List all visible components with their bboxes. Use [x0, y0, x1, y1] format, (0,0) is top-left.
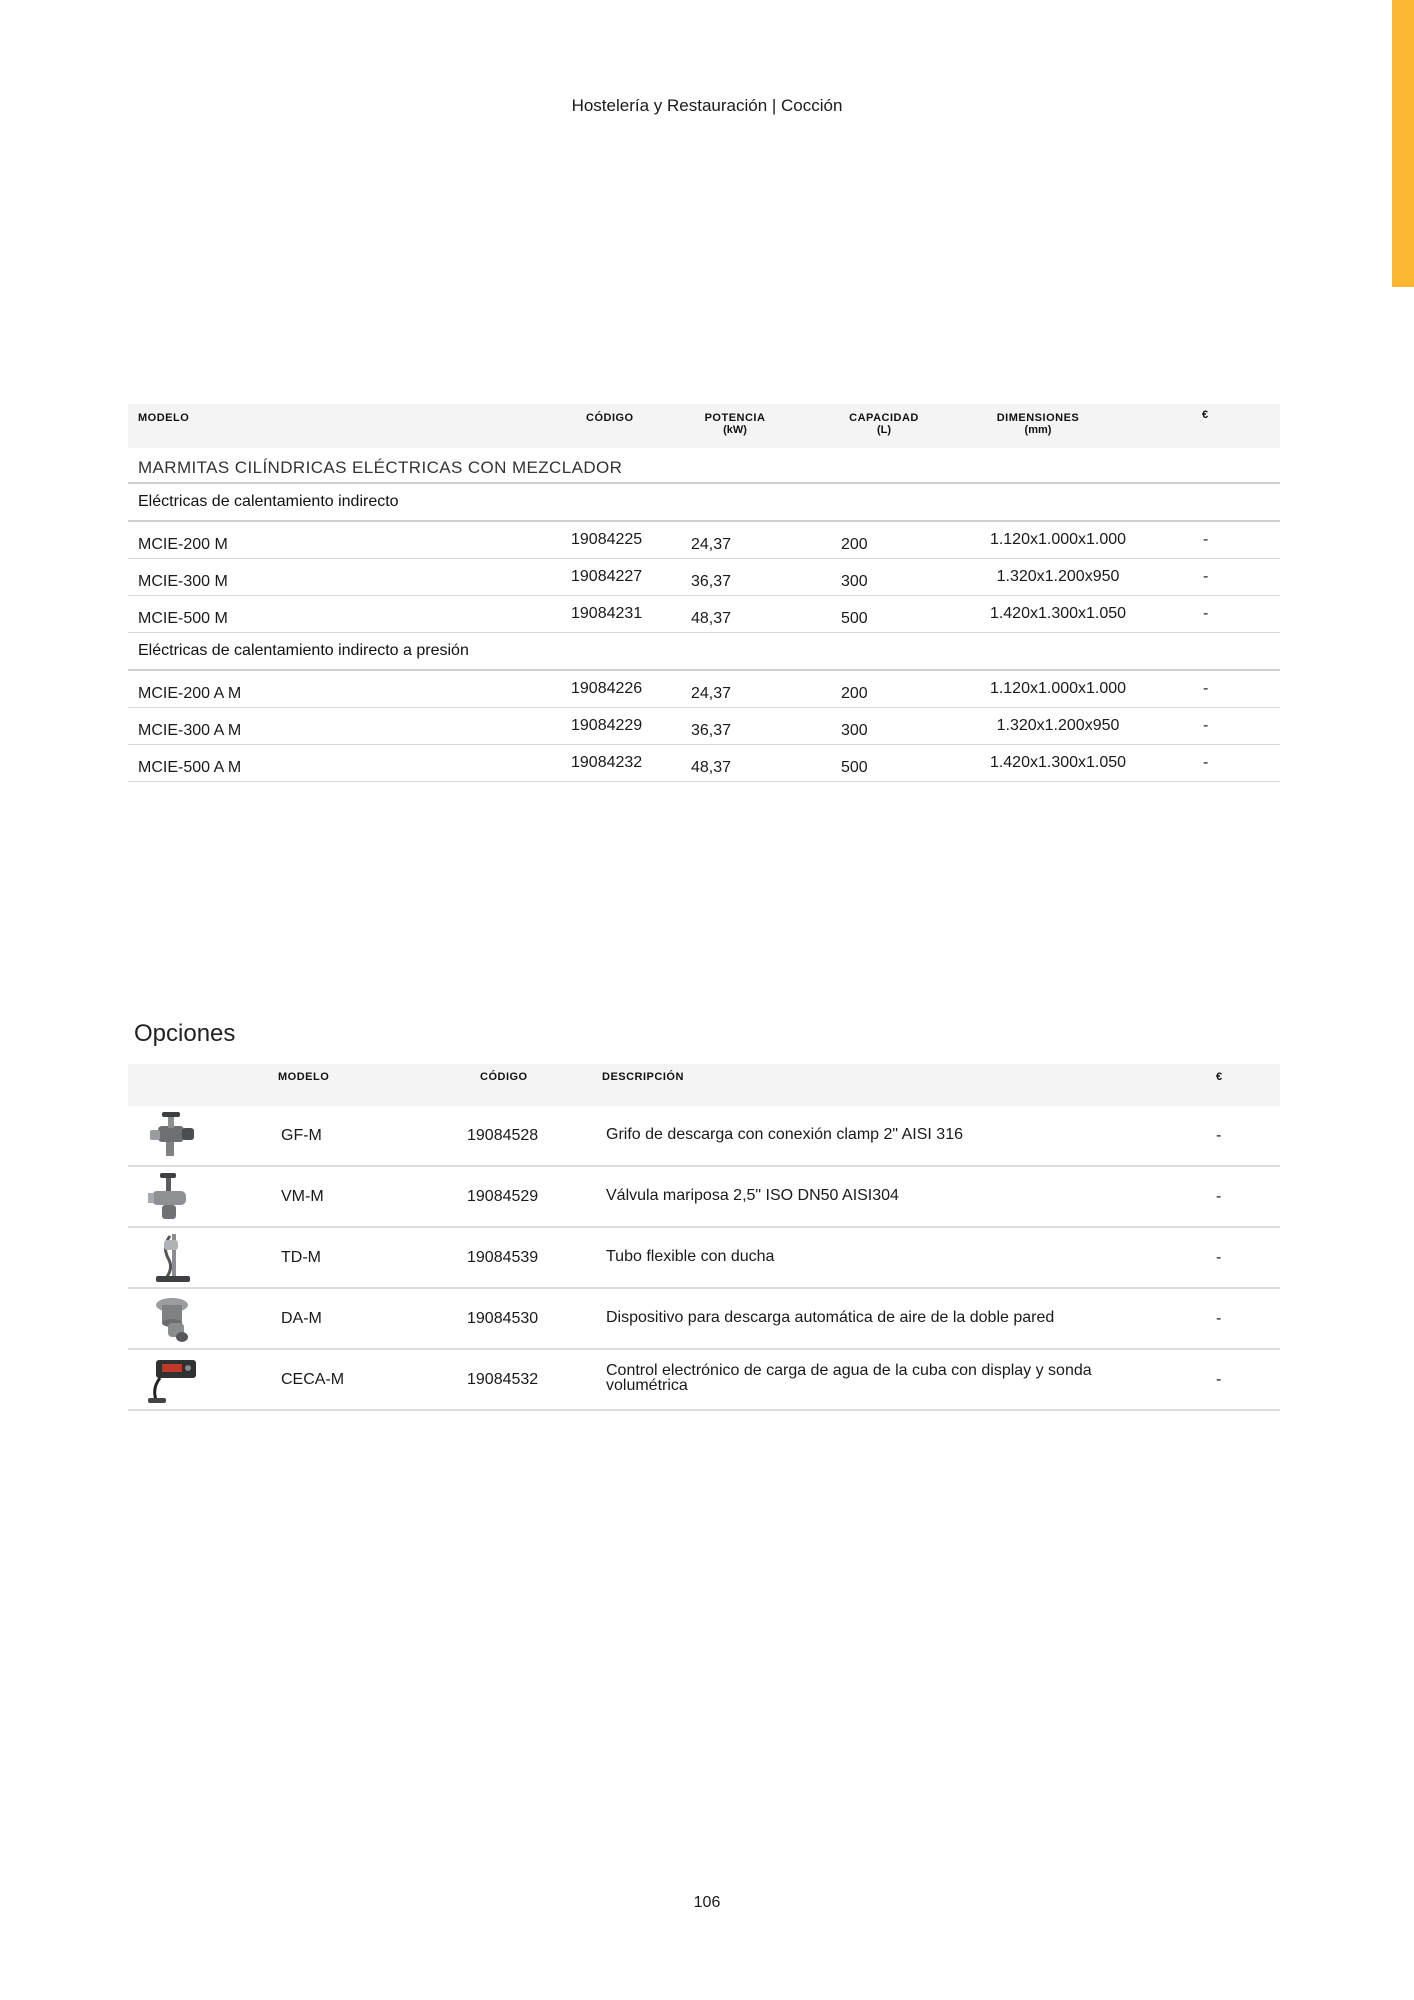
cell-capacity: 200: [841, 536, 868, 553]
cell-model: CECA-M: [281, 1371, 345, 1388]
options-table-header: [128, 1064, 1280, 1106]
butterfly-valve-icon: [142, 1171, 200, 1223]
col-code: CÓDIGO: [586, 412, 634, 424]
cell-capacity: 300: [841, 573, 868, 590]
col-model: MODELO: [138, 412, 190, 424]
options-title: Opciones: [134, 1020, 236, 1047]
col-power: [695, 412, 775, 436]
cell-model: MCIE-200 M: [138, 536, 228, 553]
cell-code: 19084226: [571, 680, 643, 697]
col-power-label: POTENCIA: [704, 412, 766, 424]
cell-price: -: [1203, 754, 1209, 771]
cell-capacity: 200: [841, 685, 868, 702]
opt-col-model: MODELO: [278, 1071, 330, 1083]
table-row: [128, 596, 1280, 633]
col-capacity-unit: (L): [876, 424, 892, 436]
col-price: €: [1202, 409, 1209, 421]
cell-dimensions: 1.320x1.200x950: [996, 568, 1120, 585]
table-row: [128, 671, 1280, 708]
cell-code: 19084225: [571, 531, 643, 548]
table-row: [128, 522, 1280, 559]
cell-dimensions: 1.120x1.000x1.000: [989, 680, 1127, 697]
cell-price: -: [1216, 1310, 1222, 1327]
group-heading: Eléctricas de calentamiento indirecto: [138, 493, 399, 510]
cell-code: 19084528: [467, 1127, 539, 1144]
cell-code: 19084229: [571, 717, 643, 734]
cell-price: -: [1203, 605, 1209, 622]
cell-capacity: 500: [841, 610, 868, 627]
cell-price: -: [1216, 1127, 1222, 1144]
page-header-title: Hostelería y Restauración | Cocción: [571, 96, 843, 115]
cell-code: 19084231: [571, 605, 643, 622]
cell-code: 19084530: [467, 1310, 539, 1327]
cell-power: 48,37: [691, 610, 732, 627]
chapter-tab-marker: [1392, 0, 1414, 287]
cell-price: -: [1203, 680, 1209, 697]
cell-model: GF-M: [281, 1127, 322, 1144]
options-row: [128, 1228, 1280, 1289]
cell-model: MCIE-500 M: [138, 610, 228, 627]
cell-power: 36,37: [691, 573, 732, 590]
air-release-device-icon: [142, 1293, 200, 1345]
cell-capacity: 500: [841, 759, 868, 776]
group-heading: Eléctricas de calentamiento indirecto a presión: [138, 642, 469, 659]
col-dimensions: [988, 412, 1088, 436]
cell-power: 24,37: [691, 536, 732, 553]
cell-dimensions: 1.420x1.300x1.050: [989, 754, 1127, 771]
cell-dimensions: 1.420x1.300x1.050: [989, 605, 1127, 622]
col-dimensions-label: DIMENSIONES: [996, 412, 1080, 424]
section-title-row: [128, 448, 1280, 484]
cell-description: Dispositivo para descarga automática de aire de la doble pared: [606, 1309, 1055, 1326]
cell-dimensions: 1.120x1.000x1.000: [989, 531, 1127, 548]
cell-description: Control electrónico de carga de agua de la cuba con display y sonda volumétrica: [606, 1362, 1092, 1394]
opt-col-code: CÓDIGO: [480, 1071, 528, 1083]
options-row: [128, 1106, 1280, 1167]
cell-model: TD-M: [281, 1249, 321, 1266]
group-heading-row: [128, 484, 1280, 522]
drain-tap-icon: [142, 1110, 200, 1162]
cell-model: MCIE-300 A M: [138, 722, 242, 739]
cell-code: 19084232: [571, 754, 643, 771]
options-row: [128, 1167, 1280, 1228]
cell-price: -: [1216, 1371, 1222, 1388]
cell-code: 19084227: [571, 568, 643, 585]
cell-description: Grifo de descarga con conexión clamp 2" AISI 316: [606, 1126, 963, 1143]
options-row: [128, 1289, 1280, 1350]
group-heading-row: [128, 633, 1280, 671]
page-number: 106: [693, 1894, 721, 1911]
table-header: [128, 404, 1280, 448]
opt-col-description: DESCRIPCIÓN: [602, 1071, 684, 1083]
cell-description: Válvula mariposa 2,5" ISO DN50 AISI304: [606, 1187, 899, 1204]
cell-model: MCIE-200 A M: [138, 685, 242, 702]
cell-price: -: [1203, 717, 1209, 734]
col-capacity-label: CAPACIDAD: [849, 412, 919, 424]
shower-hose-icon: [142, 1232, 200, 1284]
cell-model: VM-M: [281, 1188, 324, 1205]
cell-dimensions: 1.320x1.200x950: [996, 717, 1120, 734]
options-row: [128, 1350, 1280, 1411]
table-row: [128, 708, 1280, 745]
cell-power: 24,37: [691, 685, 732, 702]
section-title: MARMITAS CILÍNDRICAS ELÉCTRICAS CON MEZCLADOR: [138, 458, 623, 477]
cell-power: 36,37: [691, 722, 732, 739]
product-table: [128, 404, 1280, 782]
cell-code: 19084532: [467, 1371, 539, 1388]
cell-capacity: 300: [841, 722, 868, 739]
cell-model: MCIE-300 M: [138, 573, 228, 590]
table-row: [128, 745, 1280, 782]
col-power-unit: (kW): [723, 424, 747, 436]
cell-price: -: [1203, 531, 1209, 548]
cell-description: Tubo flexible con ducha: [606, 1248, 775, 1265]
opt-col-price: €: [1216, 1071, 1223, 1083]
cell-model: MCIE-500 A M: [138, 759, 242, 776]
col-dimensions-unit: (mm): [1024, 424, 1052, 436]
cell-price: -: [1203, 568, 1209, 585]
cell-power: 48,37: [691, 759, 732, 776]
electronic-controller-icon: [142, 1354, 200, 1406]
table-row: [128, 559, 1280, 596]
cell-price: -: [1216, 1188, 1222, 1205]
col-capacity: [839, 412, 929, 436]
cell-model: DA-M: [281, 1310, 322, 1327]
cell-code: 19084529: [467, 1188, 539, 1205]
options-table: [128, 1064, 1280, 1411]
cell-code: 19084539: [467, 1249, 539, 1266]
cell-price: -: [1216, 1249, 1222, 1266]
